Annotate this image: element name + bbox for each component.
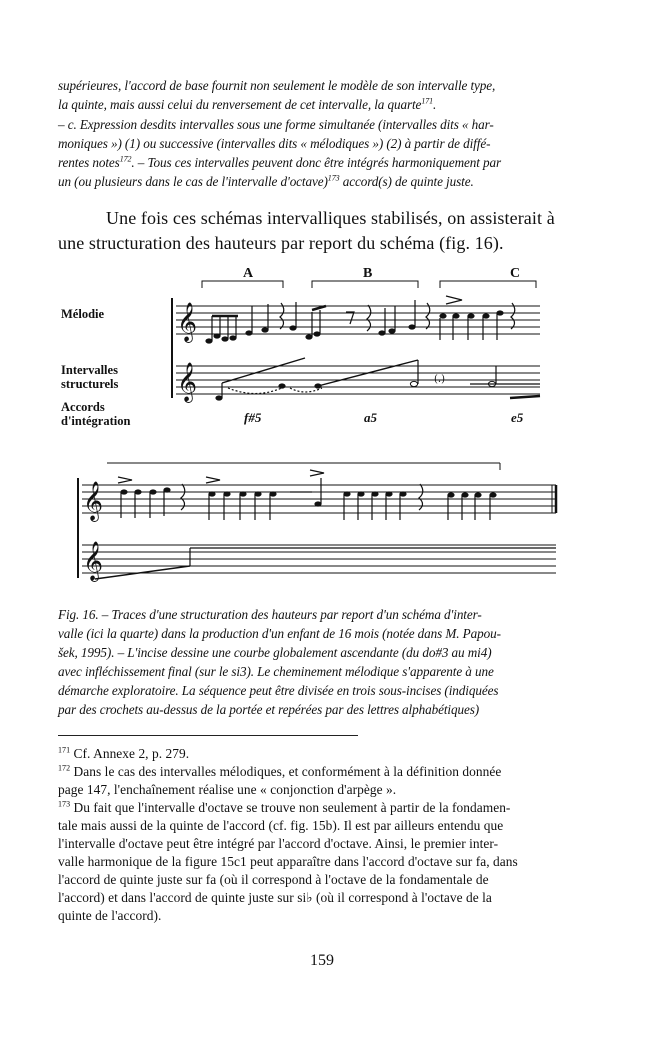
- footnote-ref[interactable]: 171: [421, 96, 434, 106]
- caption-line: šek, 1995). – L'incise dessine une courbe globalement ascendante (du do#3 au mi4): [58, 645, 492, 660]
- caption-line: avec infléchissement final (sur le si3). Le cheminement mélodique s'apparente à une: [58, 664, 494, 679]
- caption-line: valle (ici la quarte) dans la production d'un enfant de 16 mois (notée dans M. Papou-: [58, 626, 501, 641]
- text-line: la quinte, mais aussi celui du renversement de cet intervalle, la quarte$^{171}$.: [58, 96, 437, 112]
- chord-label: a5: [364, 410, 377, 425]
- page-number: 159: [310, 952, 334, 969]
- footnote-separator: [58, 735, 358, 736]
- footnote: page 147, l'enchaînement réalise une « conjonction d'arpège ».: [58, 782, 397, 797]
- caption-line: par des crochets au-dessus de la portée et repérées par des lettres alphabétiques): [58, 702, 480, 717]
- svg-text:(.): (.): [434, 374, 445, 385]
- staff-intervalles-2: [82, 545, 556, 573]
- footnote-ref[interactable]: 172: [119, 154, 132, 164]
- staff-melodie: [176, 306, 540, 334]
- footnote: l'accord) et dans l'accord de quinte juste sur si♭ (où il correspond à l'octave de la: [58, 890, 492, 905]
- text-line: – c. Expression desdits intervalles sous une forme simultanée (intervalles dits « har-: [58, 117, 494, 132]
- svg-text:𝄞: 𝄞: [83, 481, 104, 521]
- segment-label-b: B: [363, 266, 373, 281]
- row-label-intervalles: Intervalles structurels: [61, 363, 119, 391]
- caption-line: démarche exploratoire. La séquence peut être divisée en trois sous-incises (indiquées: [58, 683, 499, 698]
- staff-melodie-2: [82, 485, 556, 513]
- footnote: tale mais aussi de la quinte de l'accord (cf. fig. 15b). Il est par ailleurs entendu que: [58, 818, 504, 833]
- bracket-b: [312, 281, 418, 288]
- row-label-accords: Accords d'intégration: [61, 400, 131, 428]
- chord-label: f#5: [244, 410, 262, 425]
- footnote: l'intervalle d'octave peut être intégré par l'accord d'octave. Ainsi, le premier inter-: [58, 836, 499, 851]
- bracket-a: [202, 281, 283, 288]
- chord-label: e5: [511, 410, 524, 425]
- svg-text:𝄞: 𝄞: [177, 302, 198, 342]
- row-label-melodie: Mélodie: [61, 307, 105, 321]
- text-line: supérieures, l'accord de base fournit non seulement le modèle de son intervalle type,: [58, 78, 496, 93]
- svg-text:𝄞: 𝄞: [83, 541, 104, 581]
- footnote: valle harmonique de la figure 15c1 peut apparaître dans l'accord d'octave sur fa, dans: [58, 854, 518, 869]
- svg-text:𝄞: 𝄞: [177, 362, 198, 402]
- text-line: un (ou plusieurs dans le cas de l'intervalle d'octave)$^{173}$ accord(s) de quinte juste.: [58, 173, 474, 189]
- segment-label-a: A: [243, 266, 254, 281]
- footnote-ref[interactable]: 173: [327, 173, 340, 183]
- text-line: Une fois ces schémas intervalliques stabilisés, on assisterait à: [106, 208, 555, 228]
- text-line: moniques ») (1) ou successive (intervalles dits « mélodiques ») (2) à partir de diffé-: [58, 136, 491, 151]
- footnote: $^{171}$ Cf. Annexe 2, p. 279.: [58, 745, 190, 761]
- footnote: $^{173}$ Du fait que l'intervalle d'octave se trouve non seulement à partir de la fondamen-: [58, 799, 511, 815]
- segment-label-c: C: [510, 266, 521, 281]
- footnote: $^{172}$ Dans le cas des intervalles mélodiques, et conformément à la définition donnée: [58, 763, 502, 779]
- text-line: rentes notes$^{172}$. – Tous ces intervalles peuvent donc être intégrés harmoniquement par: [58, 154, 502, 170]
- caption-line: Fig. 16. – Traces d'une structuration des hauteurs par report d'un schéma d'inter-: [58, 607, 482, 622]
- bracket-c: [440, 281, 536, 288]
- footnote: l'accord de quinte juste sur fa (où il correspond à l'octave de la fondamentale de: [58, 872, 489, 887]
- text-line: une structuration des hauteurs par report du schéma (fig. 16).: [58, 233, 504, 253]
- footnote: quinte de l'accord).: [58, 908, 162, 923]
